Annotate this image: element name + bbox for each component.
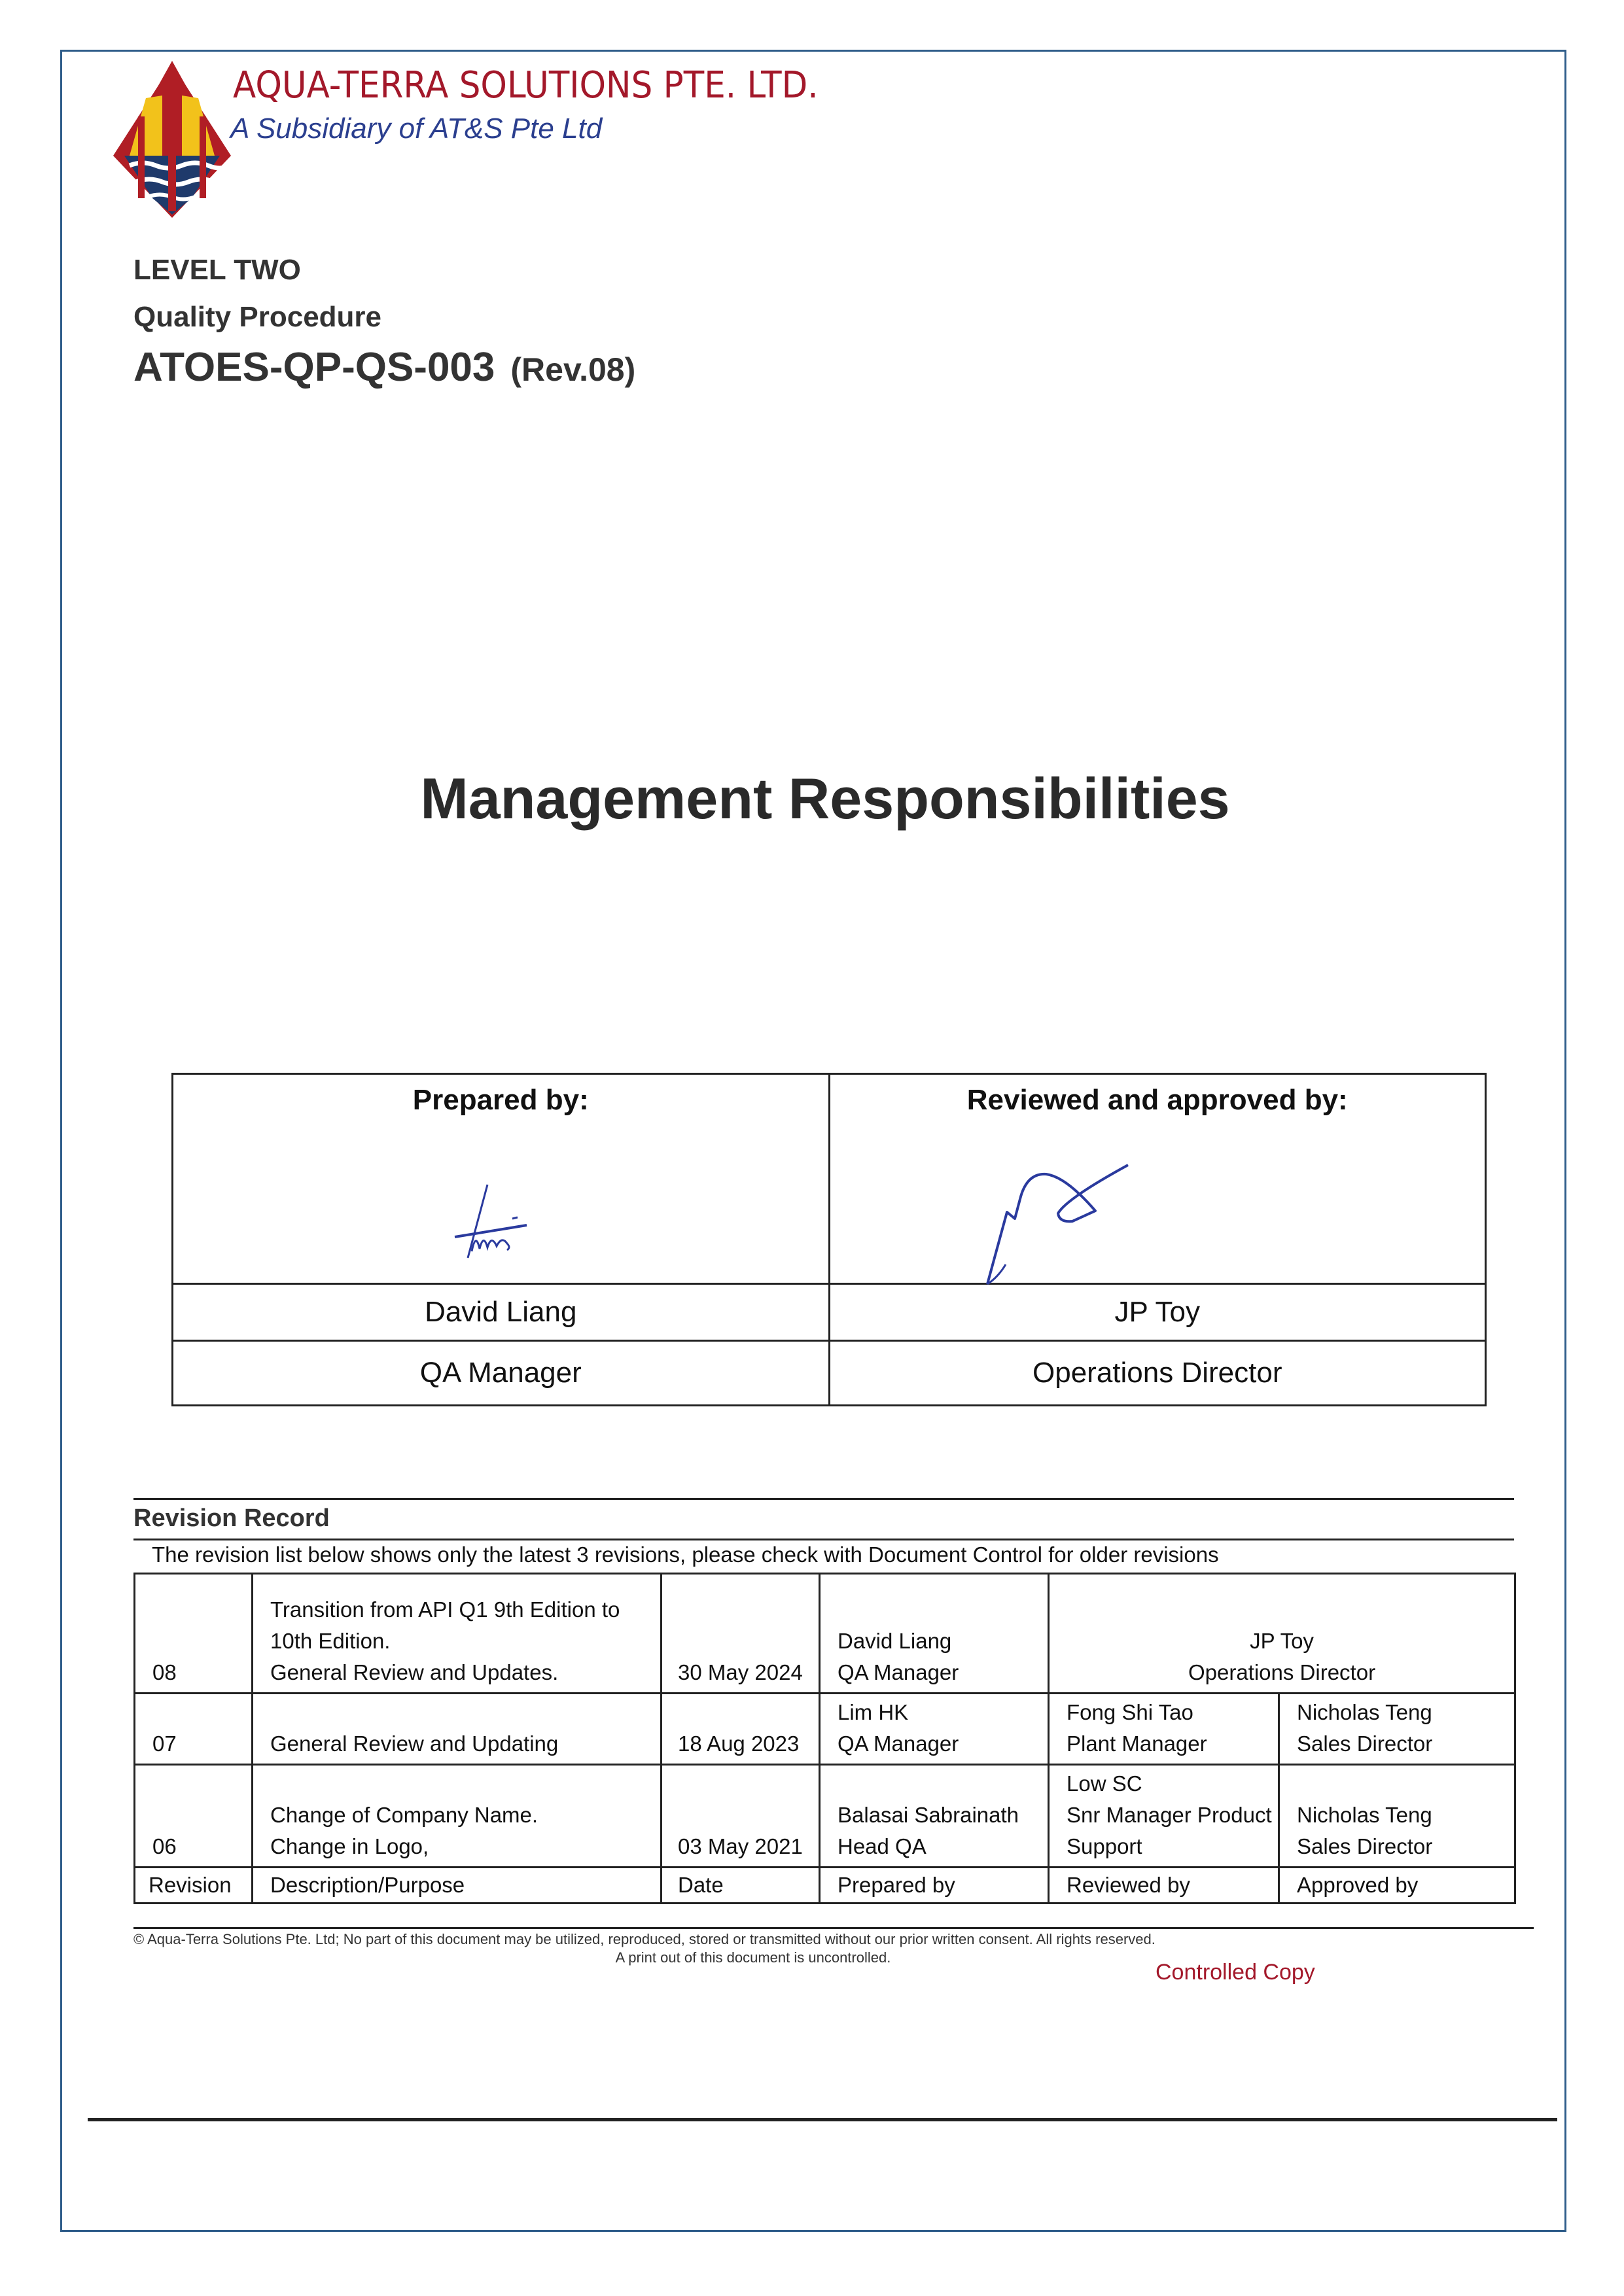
person-title: QA Manager — [838, 1731, 959, 1756]
revision-cell: 07 — [135, 1694, 253, 1765]
column-header: Revision — [135, 1868, 253, 1904]
page-title: Management Responsibilities — [420, 766, 1230, 831]
prepared-by-label: Prepared by: — [412, 1084, 589, 1116]
reviewed-by-label: Reviewed and approved by: — [966, 1084, 1348, 1116]
description-line: Transition from API Q1 9th Edition to — [270, 1597, 620, 1622]
uncontrolled-note: A print out of this document is uncontrolled. — [615, 1949, 891, 1966]
person-name: Balasai Sabrainath — [838, 1803, 1019, 1827]
prepared-by-cell — [820, 1694, 1049, 1765]
controlled-copy-stamp: Controlled Copy — [1156, 1960, 1315, 1985]
reviewed-signature-icon — [981, 1160, 1138, 1291]
revision-cell: 08 — [135, 1574, 253, 1694]
description-line: General Review and Updates. — [270, 1660, 559, 1684]
person-name: Nicholas Teng — [1297, 1803, 1432, 1827]
document-level: LEVEL TWO — [133, 254, 301, 286]
divider — [133, 1498, 1514, 1500]
date-cell: 18 Aug 2023 — [662, 1694, 820, 1765]
person-title: Snr Manager Product — [1067, 1803, 1272, 1827]
document-number — [133, 344, 635, 391]
approved-by-cell — [1279, 1694, 1515, 1765]
prepared-role: QA Manager — [173, 1341, 830, 1406]
revision-table — [133, 1573, 1516, 1904]
person-name: Nicholas Teng — [1297, 1700, 1432, 1724]
person-title: Support — [1067, 1834, 1142, 1858]
prepared-by-cell — [820, 1765, 1049, 1868]
table-row — [135, 1574, 1515, 1694]
reviewed-by-cell — [829, 1074, 1486, 1284]
document-revision: (Rev.08) — [510, 351, 636, 388]
column-header: Prepared by — [820, 1868, 1049, 1904]
prepared-signature-icon — [429, 1179, 533, 1264]
prepared-name: David Liang — [173, 1284, 830, 1341]
person-title: Sales Director — [1297, 1834, 1433, 1858]
person-title: Head QA — [838, 1834, 927, 1858]
description-line: 10th Edition. — [270, 1629, 391, 1653]
description-cell — [253, 1694, 662, 1765]
reviewed-role: Operations Director — [829, 1341, 1486, 1406]
person-name: JP Toy — [1250, 1629, 1314, 1653]
description-cell — [253, 1765, 662, 1868]
person-title: Operations Director — [1188, 1660, 1376, 1684]
divider — [133, 1539, 1514, 1540]
table-row — [135, 1694, 1515, 1765]
diamond-arrow-waves-logo-icon — [110, 58, 234, 221]
approved-by-cell — [1279, 1765, 1515, 1868]
revision-record-note: The revision list below shows only the latest 3 revisions, please check with Document Control for older revisions — [152, 1542, 1219, 1567]
revision-record-heading: Revision Record — [133, 1505, 330, 1532]
reviewed-by-cell — [1049, 1694, 1279, 1765]
person-name: David Liang — [838, 1629, 952, 1653]
approval-table — [171, 1073, 1487, 1406]
description-line: Change in Logo, — [270, 1834, 429, 1858]
description-cell — [253, 1574, 662, 1694]
reviewed-approved-cell — [1049, 1574, 1515, 1694]
person-name: Lim HK — [838, 1700, 909, 1724]
prepared-by-cell — [820, 1574, 1049, 1694]
table-row — [135, 1765, 1515, 1868]
person-title: Plant Manager — [1067, 1731, 1207, 1756]
column-header: Approved by — [1279, 1868, 1515, 1904]
revision-cell: 06 — [135, 1765, 253, 1868]
date-cell: 30 May 2024 — [662, 1574, 820, 1694]
person-title: Sales Director — [1297, 1731, 1433, 1756]
column-header: Date — [662, 1868, 820, 1904]
company-subsidiary: A Subsidiary of AT&S Pte Ltd — [230, 113, 603, 145]
reviewed-by-cell — [1049, 1765, 1279, 1868]
person-title: QA Manager — [838, 1660, 959, 1684]
copyright-notice: © Aqua-Terra Solutions Pte. Ltd; No part of this document may be utilized, reproduced, stored or transmitted without our prior written consent. All rights reserved. — [133, 1931, 1156, 1947]
description-line: Change of Company Name. — [270, 1803, 538, 1827]
document-type: Quality Procedure — [133, 301, 382, 333]
document-number-text: ATOES-QP-QS-003 — [133, 345, 495, 390]
column-header: Description/Purpose — [253, 1868, 662, 1904]
person-name: Fong Shi Tao — [1067, 1700, 1193, 1724]
column-header: Reviewed by — [1049, 1868, 1279, 1904]
reviewed-name: JP Toy — [829, 1284, 1486, 1341]
divider — [133, 1927, 1534, 1929]
prepared-by-cell — [173, 1074, 830, 1284]
divider — [88, 2118, 1557, 2121]
description-line: General Review and Updating — [270, 1731, 559, 1756]
table-header-row — [135, 1868, 1515, 1904]
date-cell: 03 May 2021 — [662, 1765, 820, 1868]
company-name: AQUA-TERRA SOLUTIONS PTE. LTD. — [233, 64, 819, 107]
person-name: Low SC — [1067, 1771, 1142, 1796]
